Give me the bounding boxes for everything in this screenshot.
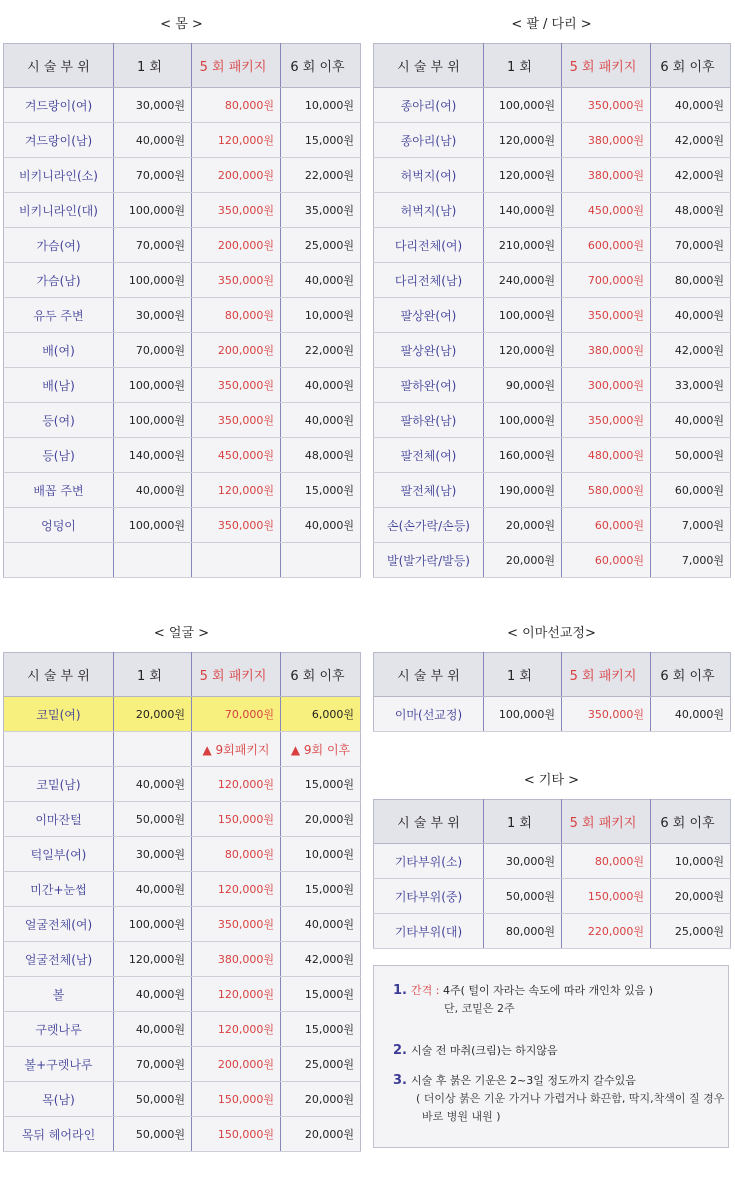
cell-after-six: 15,000원	[281, 872, 361, 907]
table-row	[374, 403, 731, 438]
cell-part: 이마(선교정)	[374, 697, 484, 732]
cell-one-session: 30,000원	[114, 298, 192, 333]
cell-after-six: 25,000원	[281, 228, 361, 263]
cell-package: 350,000원	[562, 298, 651, 333]
cell-empty	[4, 732, 114, 767]
cell-part: 겨드랑이(남)	[4, 123, 114, 158]
cell-package: 200,000원	[192, 1047, 281, 1082]
header-package: 5 회 패키지	[192, 653, 281, 697]
cell-one-session: 40,000원	[114, 977, 192, 1012]
cell-package: 80,000원	[192, 298, 281, 333]
cell-after-six: 80,000원	[651, 263, 731, 298]
cell-part: 목(남)	[4, 1082, 114, 1117]
cell-one-session: 50,000원	[114, 1082, 192, 1117]
table-row	[4, 438, 361, 473]
cell-part: 등(남)	[4, 438, 114, 473]
note-1-label: 간격 :	[411, 984, 440, 997]
cell-package: 220,000원	[562, 914, 651, 949]
cell-package: 350,000원	[192, 403, 281, 438]
cell-part: 기타부위(소)	[374, 844, 484, 879]
cell-after-six: 40,000원	[651, 403, 731, 438]
cell-one-session: 50,000원	[484, 879, 562, 914]
cell-part: 다리전체(여)	[374, 228, 484, 263]
table-row	[374, 844, 731, 879]
table-row	[4, 907, 361, 942]
section-title-face: < 얼굴 >	[153, 626, 210, 641]
cell-after-six: 20,000원	[281, 1082, 361, 1117]
cell-after-six: 25,000원	[281, 1047, 361, 1082]
cell-package: 350,000원	[192, 263, 281, 298]
cell-after-six: 48,000원	[651, 193, 731, 228]
cell-part: 팔전체(남)	[374, 473, 484, 508]
cell-one-session: 210,000원	[484, 228, 562, 263]
cell-part: 코밑(여)	[4, 697, 114, 732]
table-row	[4, 123, 361, 158]
note-2-text: 시술 전 마취(크림)는 하지않음	[411, 1044, 558, 1057]
header-package: 5 회 패키지	[562, 653, 651, 697]
cell-part: 얼굴전체(여)	[4, 907, 114, 942]
table-row	[4, 977, 361, 1012]
cell-package: 580,000원	[562, 473, 651, 508]
cell-package: 120,000원	[192, 123, 281, 158]
table-row	[4, 872, 361, 907]
header-after-six: 6 회 이후	[651, 44, 731, 88]
cell-package: 120,000원	[192, 872, 281, 907]
header-one-session: 1 회	[484, 44, 562, 88]
cell-after-six: 15,000원	[281, 977, 361, 1012]
cell-part: 팔하완(여)	[374, 368, 484, 403]
header-after-six: 6 회 이후	[281, 44, 361, 88]
cell-one-session: 40,000원	[114, 473, 192, 508]
cell-part: 등(여)	[4, 403, 114, 438]
cell-package: 350,000원	[192, 508, 281, 543]
note-3-sub-1: ( 더이상 붉은 기운 가거나 가렵거나 화끈함, 딱지,착색이 질 경우	[416, 1092, 725, 1105]
hairline-header-row	[374, 653, 731, 697]
table-row	[4, 543, 361, 578]
cell-one-session: 120,000원	[484, 333, 562, 368]
cell-one-session: 30,000원	[114, 88, 192, 123]
price-table-body	[3, 43, 361, 578]
cell-package: 480,000원	[562, 438, 651, 473]
table-row	[4, 403, 361, 438]
cell-one-session: 40,000원	[114, 123, 192, 158]
cell-after-six: 20,000원	[281, 802, 361, 837]
header-one-session: 1 회	[114, 653, 192, 697]
cell-after-six: 20,000원	[281, 1117, 361, 1152]
table-row	[4, 942, 361, 977]
cell-package: 200,000원	[192, 333, 281, 368]
cell-one-session: 120,000원	[114, 942, 192, 977]
cell-one-session: 80,000원	[484, 914, 562, 949]
table-row	[374, 879, 731, 914]
section-title-hairline: < 이마선교정>	[507, 626, 596, 641]
cell-after-six: 40,000원	[651, 298, 731, 333]
cell-part: 팔하완(남)	[374, 403, 484, 438]
cell-part: 배(여)	[4, 333, 114, 368]
cell-one-session	[114, 543, 192, 578]
cell-after-six: 10,000원	[651, 844, 731, 879]
cell-package: 150,000원	[192, 1117, 281, 1152]
cell-part: 구렛나루	[4, 1012, 114, 1047]
cell-package: 450,000원	[192, 438, 281, 473]
cell-one-session: 100,000원	[114, 368, 192, 403]
table-row	[4, 802, 361, 837]
table-row	[374, 298, 731, 333]
cell-package	[192, 543, 281, 578]
cell-after-six: 70,000원	[651, 228, 731, 263]
section-title-arm-leg: < 팔 / 다리 >	[511, 17, 592, 32]
cell-part: 얼굴전체(남)	[4, 942, 114, 977]
cell-part: 미간+눈썹	[4, 872, 114, 907]
section-title-etc: < 기타 >	[523, 773, 580, 788]
cell-package: 120,000원	[192, 1012, 281, 1047]
cell-after-six: 35,000원	[281, 193, 361, 228]
cell-part: 비키니라인(대)	[4, 193, 114, 228]
cell-part: 엉덩이	[4, 508, 114, 543]
cell-one-session: 30,000원	[484, 844, 562, 879]
table-row	[4, 1082, 361, 1117]
cell-after-six: 10,000원	[281, 88, 361, 123]
cell-package: 350,000원	[562, 403, 651, 438]
price-table-arm-leg	[373, 43, 731, 578]
note-1-text: 4주( 털이 자라는 속도에 따라 개인차 있음 )	[439, 984, 654, 997]
cell-after-six: 22,000원	[281, 158, 361, 193]
table-row	[4, 228, 361, 263]
cell-package: 60,000원	[562, 543, 651, 578]
table-row	[374, 473, 731, 508]
cell-after-six: 42,000원	[651, 333, 731, 368]
cell-part: 가슴(여)	[4, 228, 114, 263]
cell-after-six: 42,000원	[651, 123, 731, 158]
cell-part: 팔전체(여)	[374, 438, 484, 473]
table-row	[4, 473, 361, 508]
note-3-number: 3.	[393, 1073, 407, 1088]
cell-one-session: 40,000원	[114, 1012, 192, 1047]
cell-part: 턱일부(여)	[4, 837, 114, 872]
header-part: 시 술 부 위	[374, 800, 484, 844]
note-3-text: 시술 후 붉은 기운은 2~3일 정도까지 갈수있음	[411, 1074, 636, 1087]
cell-part: 배꼽 주변	[4, 473, 114, 508]
cell-one-session: 190,000원	[484, 473, 562, 508]
cell-after-six: 7,000원	[651, 543, 731, 578]
section-title-body: < 몸 >	[160, 17, 203, 32]
table-row	[4, 837, 361, 872]
body-header-row	[4, 44, 361, 88]
cell-after-six: 50,000원	[651, 438, 731, 473]
cell-package: 350,000원	[192, 368, 281, 403]
cell-after-six: 40,000원	[651, 697, 731, 732]
table-row	[4, 88, 361, 123]
table-row	[4, 508, 361, 543]
cell-package: 70,000원	[192, 697, 281, 732]
cell-part: 목뒤 헤어라인	[4, 1117, 114, 1152]
cell-part: 코밑(남)	[4, 767, 114, 802]
cell-part: 종아리(남)	[374, 123, 484, 158]
cell-package: 60,000원	[562, 508, 651, 543]
face-header-row	[4, 653, 361, 697]
cell-one-session: 240,000원	[484, 263, 562, 298]
table-row	[374, 88, 731, 123]
price-table-hairline	[373, 652, 731, 732]
table-row	[374, 263, 731, 298]
cell-one-session: 160,000원	[484, 438, 562, 473]
cell-part: 유두 주변	[4, 298, 114, 333]
cell-package: 300,000원	[562, 368, 651, 403]
cell-part: 볼+구렛나루	[4, 1047, 114, 1082]
cell-after-six: 33,000원	[651, 368, 731, 403]
note-2-number: 2.	[393, 1043, 407, 1058]
cell-one-session: 100,000원	[114, 508, 192, 543]
cell-after-six: 40,000원	[281, 403, 361, 438]
cell-after-six: 40,000원	[281, 368, 361, 403]
table-row	[374, 158, 731, 193]
highlight-row	[4, 697, 361, 732]
cell-one-session: 70,000원	[114, 158, 192, 193]
cell-one-session: 100,000원	[484, 298, 562, 333]
table-row	[374, 914, 731, 949]
cell-part: 허벅지(남)	[374, 193, 484, 228]
header-one-session: 1 회	[484, 800, 562, 844]
table-row	[374, 697, 731, 732]
cell-package: 120,000원	[192, 473, 281, 508]
note-1-number: 1.	[393, 983, 407, 998]
header-package: 5 회 패키지	[562, 800, 651, 844]
cell-package: 80,000원	[192, 837, 281, 872]
cell-after-six: 25,000원	[651, 914, 731, 949]
cell-part	[4, 543, 114, 578]
cell-one-session: 100,000원	[114, 403, 192, 438]
cell-after-six	[281, 543, 361, 578]
cell-package: 380,000원	[562, 333, 651, 368]
cell-package: 380,000원	[562, 123, 651, 158]
cell-package: 150,000원	[192, 802, 281, 837]
cell-one-session: 100,000원	[484, 88, 562, 123]
cell-part: 겨드랑이(여)	[4, 88, 114, 123]
cell-package: 350,000원	[562, 697, 651, 732]
note-3	[393, 1072, 636, 1088]
cell-one-session: 140,000원	[484, 193, 562, 228]
cell-part: 볼	[4, 977, 114, 1012]
cell-package: 600,000원	[562, 228, 651, 263]
note-1	[393, 982, 653, 998]
cell-after-six: 40,000원	[281, 263, 361, 298]
cell-after-six: 22,000원	[281, 333, 361, 368]
table-row	[4, 368, 361, 403]
table-row	[374, 228, 731, 263]
table-row	[4, 298, 361, 333]
header-part: 시 술 부 위	[374, 653, 484, 697]
cell-part: 팔상완(남)	[374, 333, 484, 368]
cell-package: 350,000원	[192, 193, 281, 228]
header-after-six: 6 회 이후	[281, 653, 361, 697]
cell-one-session: 140,000원	[114, 438, 192, 473]
cell-part: 종아리(여)	[374, 88, 484, 123]
cell-part: 배(남)	[4, 368, 114, 403]
cell-after-six: 20,000원	[651, 879, 731, 914]
cell-package: 200,000원	[192, 228, 281, 263]
cell-part: 발(발가락/발등)	[374, 543, 484, 578]
cell-package: 120,000원	[192, 977, 281, 1012]
cell-after-six: 40,000원	[281, 508, 361, 543]
table-row	[374, 333, 731, 368]
table-row	[374, 193, 731, 228]
cell-package: 380,000원	[562, 158, 651, 193]
cell-one-session: 90,000원	[484, 368, 562, 403]
table-row	[374, 543, 731, 578]
cell-after-six: 60,000원	[651, 473, 731, 508]
header-part: 시 술 부 위	[4, 44, 114, 88]
cell-package: 380,000원	[192, 942, 281, 977]
cell-one-session: 30,000원	[114, 837, 192, 872]
table-row	[4, 1117, 361, 1152]
etc-header-row	[374, 800, 731, 844]
table-row	[4, 158, 361, 193]
cell-package: 120,000원	[192, 767, 281, 802]
table-row	[374, 438, 731, 473]
cell-one-session: 70,000원	[114, 228, 192, 263]
cell-part: 이마잔털	[4, 802, 114, 837]
cell-after-six: 48,000원	[281, 438, 361, 473]
cell-one-session: 20,000원	[484, 543, 562, 578]
header-package: 5 회 패키지	[562, 44, 651, 88]
header-part: 시 술 부 위	[374, 44, 484, 88]
cell-after-six: 10,000원	[281, 837, 361, 872]
table-row	[4, 193, 361, 228]
table-row	[374, 368, 731, 403]
cell-package: 80,000원	[562, 844, 651, 879]
header-one-session: 1 회	[484, 653, 562, 697]
cell-part: 허벅지(여)	[374, 158, 484, 193]
header-part: 시 술 부 위	[4, 653, 114, 697]
cell-one-session: 100,000원	[484, 697, 562, 732]
arm_leg-header-row	[374, 44, 731, 88]
table-row	[4, 263, 361, 298]
cell-one-session: 120,000원	[484, 123, 562, 158]
cell-package: 350,000원	[192, 907, 281, 942]
cell-part: 손(손가락/손등)	[374, 508, 484, 543]
cell-package: 150,000원	[562, 879, 651, 914]
table-row	[374, 508, 731, 543]
header-after-six: 6 회 이후	[651, 653, 731, 697]
cell-one-session: 20,000원	[114, 697, 192, 732]
cell-after-six: 15,000원	[281, 123, 361, 158]
cell-after-six: 15,000원	[281, 767, 361, 802]
cell-package: 80,000원	[192, 88, 281, 123]
cell-one-session: 40,000원	[114, 767, 192, 802]
cell-after-six: 40,000원	[651, 88, 731, 123]
cell-one-session: 70,000원	[114, 1047, 192, 1082]
cell-after-six: 42,000원	[281, 942, 361, 977]
cell-after-six: 10,000원	[281, 298, 361, 333]
note-3-sub-2: 바로 병원 내원 )	[422, 1110, 501, 1123]
table-row	[4, 767, 361, 802]
cell-after-six: 40,000원	[281, 907, 361, 942]
cell-one-session: 100,000원	[114, 193, 192, 228]
cell-after-six: 6,000원	[281, 697, 361, 732]
cell-package: 700,000원	[562, 263, 651, 298]
note-1-sub: 단, 코밑은 2주	[444, 1002, 515, 1015]
cell-one-session: 70,000원	[114, 333, 192, 368]
header-one-session: 1 회	[114, 44, 192, 88]
cell-empty	[114, 732, 192, 767]
cell-after-six: 15,000원	[281, 473, 361, 508]
nine-session-note-row	[4, 732, 361, 767]
cell-one-session: 40,000원	[114, 872, 192, 907]
cell-after-six: 15,000원	[281, 1012, 361, 1047]
cell-package: 150,000원	[192, 1082, 281, 1117]
cell-part: 기타부위(중)	[374, 879, 484, 914]
cell-one-session: 120,000원	[484, 158, 562, 193]
cell-one-session: 50,000원	[114, 802, 192, 837]
note-2	[393, 1042, 558, 1058]
cell-part: 기타부위(대)	[374, 914, 484, 949]
table-row	[4, 333, 361, 368]
cell-one-session: 100,000원	[114, 907, 192, 942]
cell-after-six: 7,000원	[651, 508, 731, 543]
cell-package: 450,000원	[562, 193, 651, 228]
cell-package: 350,000원	[562, 88, 651, 123]
cell-one-session: 100,000원	[484, 403, 562, 438]
table-row	[4, 1047, 361, 1082]
header-package: 5 회 패키지	[192, 44, 281, 88]
cell-nine-after: ▲ 9회 이후	[281, 732, 361, 767]
cell-part: 가슴(남)	[4, 263, 114, 298]
price-table-face	[3, 652, 361, 1152]
cell-part: 팔상완(여)	[374, 298, 484, 333]
table-row	[374, 123, 731, 158]
cell-one-session: 50,000원	[114, 1117, 192, 1152]
cell-package: 200,000원	[192, 158, 281, 193]
cell-part: 다리전체(남)	[374, 263, 484, 298]
price-table-etc	[373, 799, 731, 949]
cell-one-session: 20,000원	[484, 508, 562, 543]
notes-box	[373, 965, 729, 1148]
cell-part: 비키니라인(소)	[4, 158, 114, 193]
cell-one-session: 100,000원	[114, 263, 192, 298]
cell-nine-package: ▲ 9회패키지	[192, 732, 281, 767]
table-row	[4, 1012, 361, 1047]
cell-after-six: 42,000원	[651, 158, 731, 193]
header-after-six: 6 회 이후	[651, 800, 731, 844]
